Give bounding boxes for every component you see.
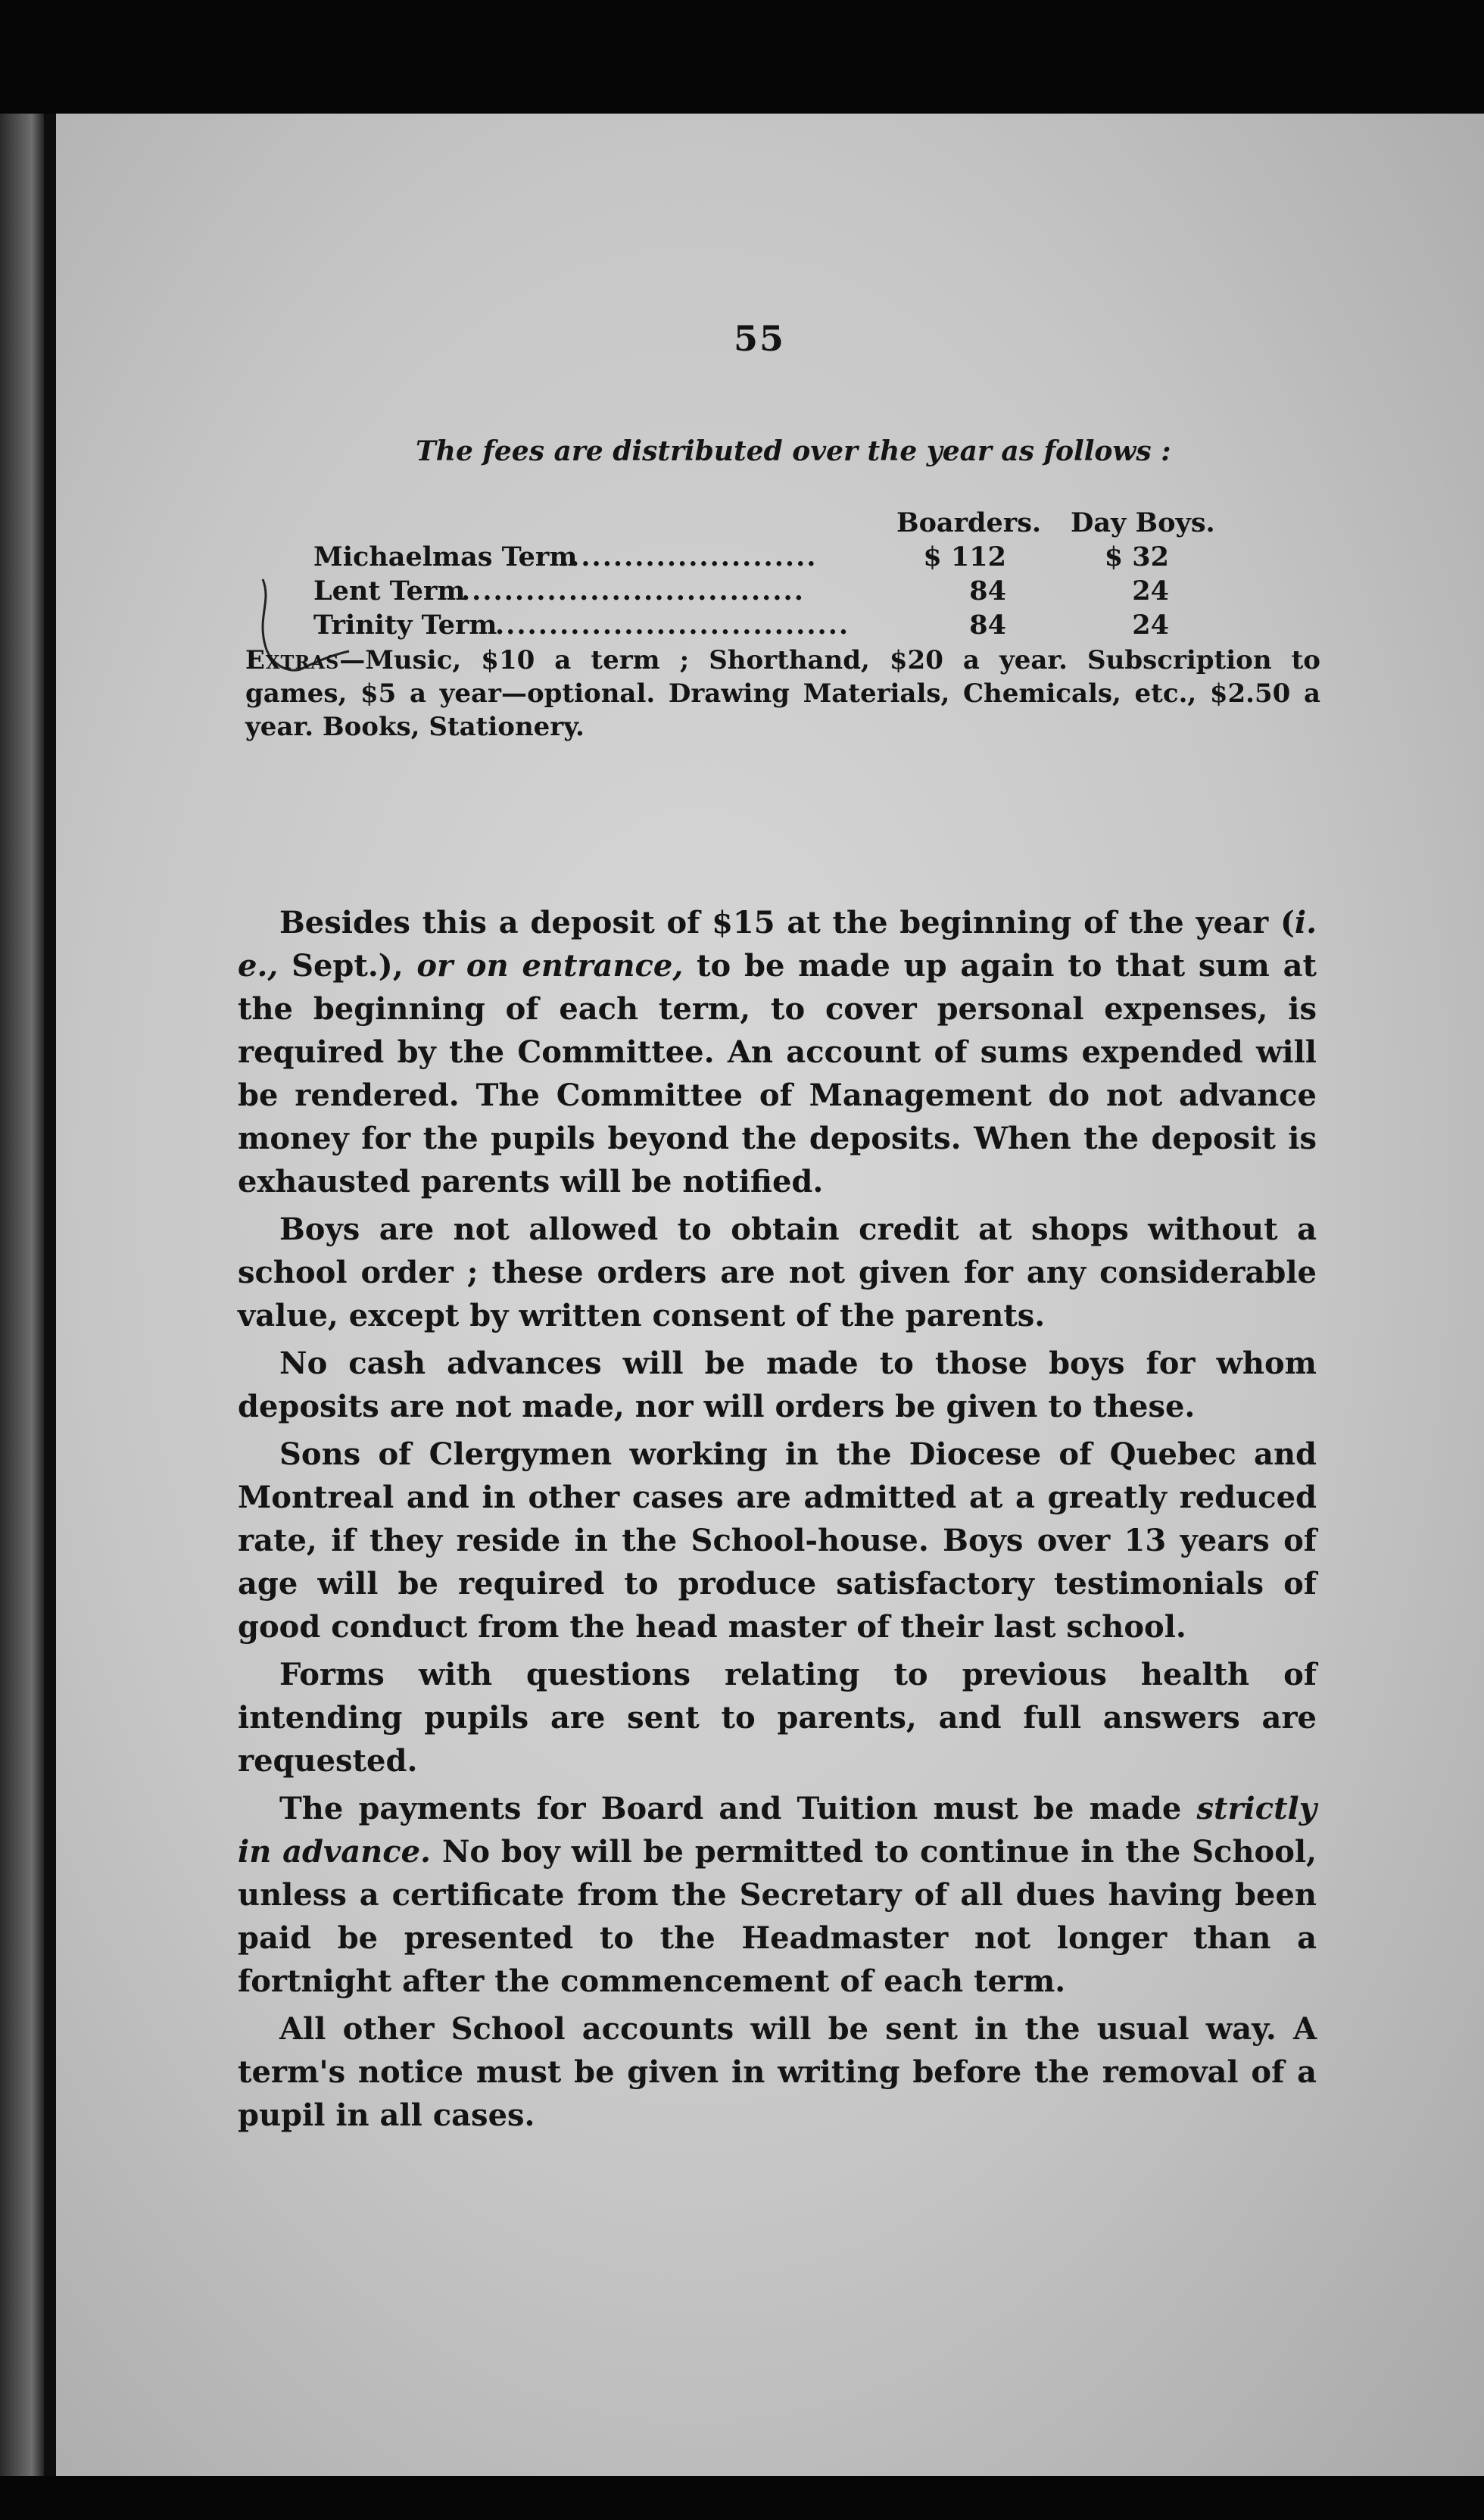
day-boys-fee: 24 bbox=[1132, 610, 1169, 641]
leader-dots: ........................ bbox=[560, 541, 818, 572]
paragraph-cash-advances: No cash advances will be made to those boys for whom deposits are not made, nor will orders be given to these. bbox=[238, 1346, 1317, 1424]
paragraph-payments bbox=[238, 1787, 1317, 2003]
fees-table bbox=[313, 507, 1298, 644]
page-number: 55 bbox=[734, 318, 786, 359]
adjacent-page-edge bbox=[0, 114, 45, 2476]
paragraph-text: No boy will be permitted to continue in the School, unless a certificate from the Secretary of all dues having been paid be presented to the Headmaster not longer than a fortnight after the commencement of each term. bbox=[238, 1834, 1317, 1999]
day-boys-fee: $ 32 bbox=[1104, 541, 1169, 572]
leader-dots: ................................. bbox=[495, 610, 850, 641]
paragraph-text: The payments for Board and Tuition must be made bbox=[279, 1791, 1197, 1826]
leader-dots: ................................ bbox=[461, 575, 805, 607]
day-boys-fee: 24 bbox=[1132, 575, 1169, 607]
fees-caption: The fees are distributed over the year as follows : bbox=[416, 435, 1171, 467]
boarders-fee: $ 112 bbox=[923, 541, 1006, 572]
header-boarders: Boarders. bbox=[896, 507, 1042, 538]
extras-label: Extras bbox=[245, 645, 340, 675]
extras-note bbox=[245, 644, 1320, 744]
italic-text: or on entrance, bbox=[416, 948, 684, 984]
boarders-fee: 84 bbox=[969, 610, 1006, 641]
header-day-boys: Day Boys. bbox=[1071, 507, 1215, 538]
paragraph-text: Besides this a deposit of $15 at the beginning of the year ( bbox=[279, 905, 1295, 940]
italic-text: strictly in advance. bbox=[238, 1791, 1317, 1870]
boarders-fee: 84 bbox=[969, 575, 1006, 607]
paragraph-accounts: All other School accounts will be sent in the usual way. A term's notice must be given in writing before the removal of a pupil in all cases. bbox=[238, 2011, 1317, 2133]
film-border-bottom bbox=[0, 2476, 1484, 2520]
fee-row-lent bbox=[313, 575, 1298, 610]
italic-text: i. e., bbox=[238, 905, 1317, 984]
gutter-shadow bbox=[44, 114, 56, 2484]
fee-row-michaelmas bbox=[313, 541, 1298, 575]
term-label: Trinity Term bbox=[313, 610, 497, 641]
paragraph-deposit bbox=[238, 901, 1317, 1203]
term-label: Michaelmas Term bbox=[313, 541, 578, 572]
fee-row-trinity bbox=[313, 610, 1298, 644]
paragraph-text: to be made up again to that sum at the beginning of each term, to cover personal expenses, is required by the Committee. An account of sums expended will be rendered. The Committee of Management do not advance money for the pupils beyond the deposits. When the deposit is exhausted parents will be notified. bbox=[238, 948, 1317, 1199]
paragraph-clergymen: Sons of Clergymen working in the Diocese of Quebec and Montreal and in other cases are admitted at a greatly reduced rate, if they reside in the School-house. Boys over 13 years of age will be required to produce satisfactory testimonials of good conduct from the head master of their last school. bbox=[238, 1436, 1317, 1645]
body-text bbox=[238, 901, 1317, 2141]
paragraph-credit: Boys are not allowed to obtain credit at shops without a school order ; these orders are not given for any considerable value, except by written consent of the parents. bbox=[238, 1212, 1317, 1333]
scanned-page bbox=[56, 114, 1484, 2476]
term-label: Lent Term bbox=[313, 575, 466, 607]
paragraph-text: Sept.), bbox=[278, 948, 417, 984]
fees-table-header bbox=[313, 507, 1298, 541]
paragraph-health-forms: Forms with questions relating to previous health of intending pupils are sent to parents, and full answers are requested. bbox=[238, 1657, 1317, 1779]
film-border-top bbox=[0, 0, 1484, 114]
extras-text: —Music, $10 a term ; Shorthand, $20 a year. Subscription to games, $5 a year—optional. Drawing Materials, Chemicals, etc., $2.50 a year. Books, Stationery. bbox=[245, 645, 1320, 742]
